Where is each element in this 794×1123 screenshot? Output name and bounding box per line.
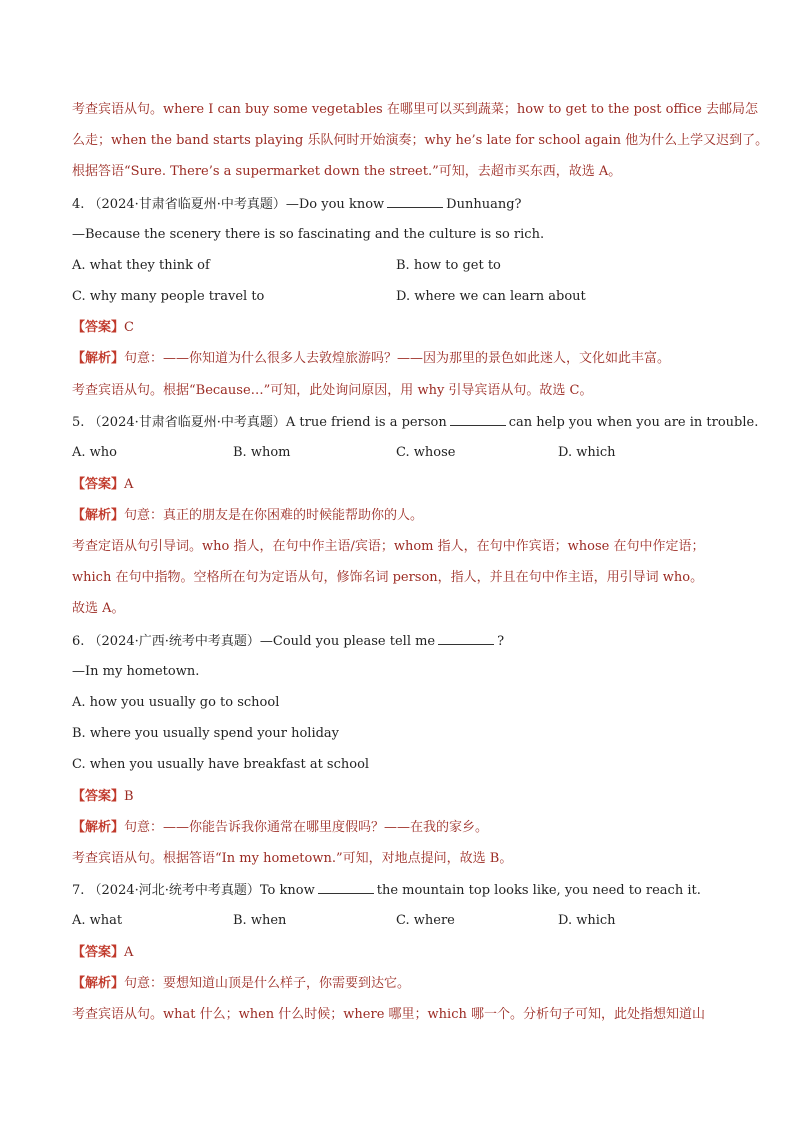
explanation-text: 句意：要想知道山顶是什么样子，你需要到达它。: [124, 976, 411, 991]
question-5-text: 5. （2024·甘肃省临夏州·中考真题）A true friend is a person: [72, 415, 447, 430]
question-5-explanation: [72, 507, 734, 525]
explanation-line: 么走；when the band starts playing 乐队何时开始演奏；why he’s late for school again 他为什么上学又迟到了。: [72, 133, 769, 148]
question-7-explanation: [72, 975, 734, 993]
question-4-stem: [72, 195, 734, 214]
question-7-options: [0, 912, 794, 930]
option-c: C. why many people travel to: [72, 289, 265, 304]
explanation-line: which 在句中指物。空格所在句为定语从句，修饰名词 person，指人，并且在句中作主语，用引导词 who。: [72, 570, 704, 585]
answer-label: 【答案】: [72, 320, 125, 335]
explanation-line: 故选 A。: [72, 601, 125, 616]
option-b: B. where you usually spend your holiday: [72, 726, 340, 741]
question-7-text-end: the mountain top looks like, you need to reach it.: [376, 883, 701, 898]
answer-label: 【答案】: [72, 945, 125, 960]
option-d: D. which: [558, 913, 616, 928]
option-b: B. whom: [233, 445, 291, 460]
explanation-line: 考查宾语从句。根据“Because…”可知，此处询问原因，用 why 引导宾语从句。故选 C。: [72, 383, 593, 398]
question-4-options-row1: [0, 257, 794, 275]
answer-value: B: [124, 789, 134, 804]
question-4-explanation: [72, 350, 734, 368]
answer-label: 【答案】: [72, 789, 125, 804]
option-a: A. what: [72, 913, 123, 928]
explanation-text: 句意：——你能告诉我你通常在哪里度假吗？——在我的家乡。: [124, 820, 489, 835]
explanation-line: 根据答语“Sure. There’s a supermarket down the street.”可知，去超市买东西，故选 A。: [72, 164, 622, 179]
explanation-label: 【解析】: [72, 976, 125, 991]
answer-blank: [318, 881, 374, 894]
question-4-text-end: Dunhuang?: [446, 197, 522, 212]
explanation-line: 考查宾语从句。where I can buy some vegetables 在哪里可以买到蔬菜；how to get to the post office 去邮局怎: [72, 102, 758, 117]
explanation-line: 考查宾语从句。根据答语“In my hometown.”可知，对地点提问，故选 B。: [72, 851, 513, 866]
question-6-explanation: [72, 819, 734, 837]
question-6-stem: [72, 632, 734, 651]
explanation-line: 考查定语从句引导词。who 指人，在句中作主语/宾语；whom 指人，在句中作宾语；whose 在句中作定语；: [72, 539, 705, 554]
option-d: D. which: [558, 445, 616, 460]
question-5-options: [0, 444, 794, 462]
question-7-answer: [72, 944, 734, 962]
explanation-label: 【解析】: [72, 351, 125, 366]
answer-value: A: [124, 945, 134, 960]
answer-blank: [438, 632, 494, 645]
question-5-text-end: can help you when you are in trouble.: [508, 415, 759, 430]
question-6-reply: —In my hometown.: [72, 664, 200, 679]
explanation-label: 【解析】: [72, 820, 125, 835]
answer-blank: [387, 195, 443, 208]
explanation-text: 句意：真正的朋友是在你困难的时候能帮助你的人。: [124, 508, 424, 523]
explanation-line: 考查宾语从句。what 什么；when 什么时候；where 哪里；which 哪一个。分析句子可知，此处指想知道山: [72, 1007, 705, 1022]
question-5-stem: [72, 413, 759, 432]
question-6-text: 6. （2024·广西·统考中考真题）—Could you please tell me: [72, 634, 436, 649]
explanation-label: 【解析】: [72, 508, 125, 523]
option-b: B. when: [233, 913, 287, 928]
question-6-answer: [72, 788, 734, 806]
answer-value: C: [124, 320, 134, 335]
option-c: C. whose: [396, 445, 456, 460]
question-4-reply: —Because the scenery there is so fascinating and the culture is so rich.: [72, 227, 545, 242]
option-a: A. how you usually go to school: [72, 695, 280, 710]
question-4-options-row2: [0, 288, 794, 306]
option-c: C. where: [396, 913, 455, 928]
answer-value: A: [124, 477, 134, 492]
answer-blank: [450, 413, 506, 426]
question-4-text: 4. （2024·甘肃省临夏州·中考真题）—Do you know: [72, 197, 385, 212]
option-a: A. who: [72, 445, 117, 460]
question-5-answer: [72, 476, 734, 494]
question-7-text: 7. （2024·河北·统考中考真题）To know: [72, 883, 315, 898]
option-b: B. how to get to: [396, 258, 501, 273]
explanation-text: 句意：——你知道为什么很多人去敦煌旅游吗？——因为那里的景色如此迷人，文化如此丰富。: [124, 351, 671, 366]
question-6-text-end: ?: [497, 634, 505, 649]
option-c: C. when you usually have breakfast at school: [72, 757, 370, 772]
answer-label: 【答案】: [72, 477, 125, 492]
question-4-answer: [72, 319, 734, 337]
option-d: D. where we can learn about: [396, 289, 586, 304]
option-a: A. what they think of: [72, 258, 210, 273]
question-7-stem: [72, 881, 734, 900]
